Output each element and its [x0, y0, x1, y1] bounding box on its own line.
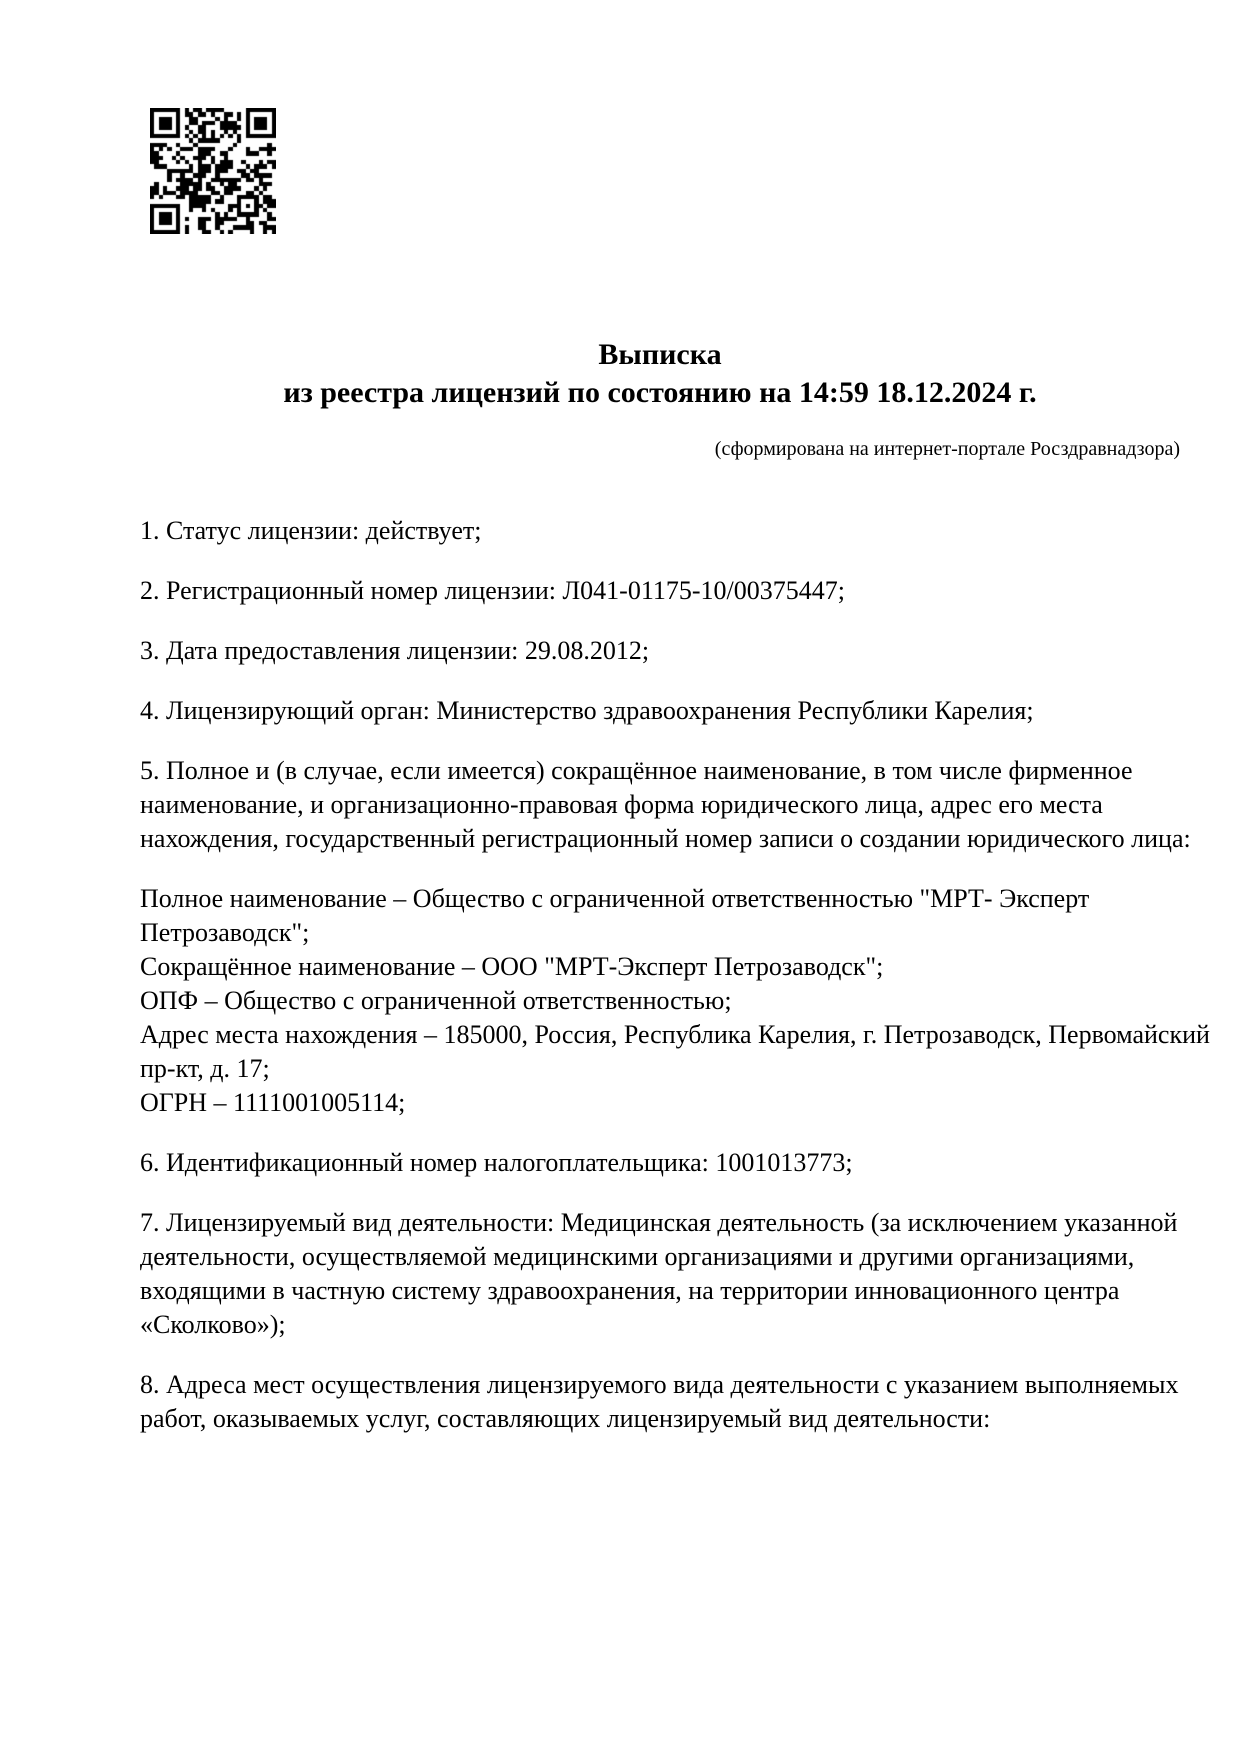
- paragraph-names-intro: [140, 754, 1191, 856]
- paragraph-addresses-intro: [140, 1368, 1180, 1436]
- text-line: 3. Дата предоставления лицензии: 29.08.2012;: [140, 636, 650, 665]
- paragraph-inn: [140, 1146, 1180, 1180]
- document-title-line1: Выписка: [598, 338, 722, 371]
- paragraph-licensing-authority: [140, 694, 1180, 728]
- text-line: пр-кт, д. 17;: [140, 1054, 270, 1083]
- text-line: Полное наименование – Общество с ограниченной ответственностью "МРТ- Эксперт: [140, 884, 1090, 913]
- text-line: ОГРН – 1111001005114;: [140, 1088, 406, 1117]
- document-title: [140, 336, 1180, 412]
- text-line: Адрес места нахождения – 185000, Россия, Республика Карелия, г. Петрозаводск, Первомайский: [140, 1020, 1210, 1049]
- text-line: 1. Статус лицензии: действует;: [140, 516, 482, 545]
- text-line: работ, оказываемых услуг, составляющих лицензируемый вид деятельности:: [140, 1404, 991, 1433]
- text-line: «Сколково»);: [140, 1310, 286, 1339]
- text-line: ОПФ – Общество с ограниченной ответственностью;: [140, 986, 732, 1015]
- document-body: [140, 514, 1210, 1436]
- text-line: 2. Регистрационный номер лицензии: Л041-01175-10/00375447;: [140, 576, 845, 605]
- paragraph-grant-date: [140, 634, 1180, 668]
- text-line: входящими в частную систему здравоохранения, на территории инновационного центра: [140, 1276, 1120, 1305]
- qr-code-image: [150, 108, 276, 234]
- text-line: 4. Лицензирующий орган: Министерство здравоохранения Республики Карелия;: [140, 696, 1034, 725]
- document-subtitle: (сформирована на интернет-портале Росздравнадзора): [714, 438, 1180, 460]
- paragraph-activity-type: [140, 1206, 1180, 1342]
- paragraph-names-details: [140, 882, 1210, 1120]
- text-line: 6. Идентификационный номер налогоплательщика: 1001013773;: [140, 1148, 853, 1177]
- paragraph-reg-number: [140, 574, 1180, 608]
- text-line: Сокращённое наименование – ООО "МРТ-Эксперт Петрозаводск";: [140, 952, 884, 981]
- document-title-line2: из реестра лицензий по состоянию на 14:59 18.12.2024 г.: [283, 376, 1037, 409]
- text-line: деятельности, осуществляемой медицинскими организациями и другими организациями,: [140, 1242, 1135, 1271]
- text-line: нахождения, государственный регистрационный номер записи о создании юридического лица:: [140, 824, 1191, 853]
- text-line: Петрозаводск";: [140, 918, 310, 947]
- paragraph-status: [140, 514, 1180, 548]
- license-extract-document: [0, 108, 1240, 1758]
- text-line: наименование, и организационно-правовая форма юридического лица, адрес его места: [140, 790, 1103, 819]
- text-line: 8. Адреса мест осуществления лицензируемого вида деятельности с указанием выполняемых: [140, 1370, 1179, 1399]
- text-line: 5. Полное и (в случае, если имеется) сокращённое наименование, в том числе фирменное: [140, 756, 1133, 785]
- qr-code: [150, 108, 276, 234]
- text-line: 7. Лицензируемый вид деятельности: Медицинская деятельность (за исключением указанной: [140, 1208, 1178, 1237]
